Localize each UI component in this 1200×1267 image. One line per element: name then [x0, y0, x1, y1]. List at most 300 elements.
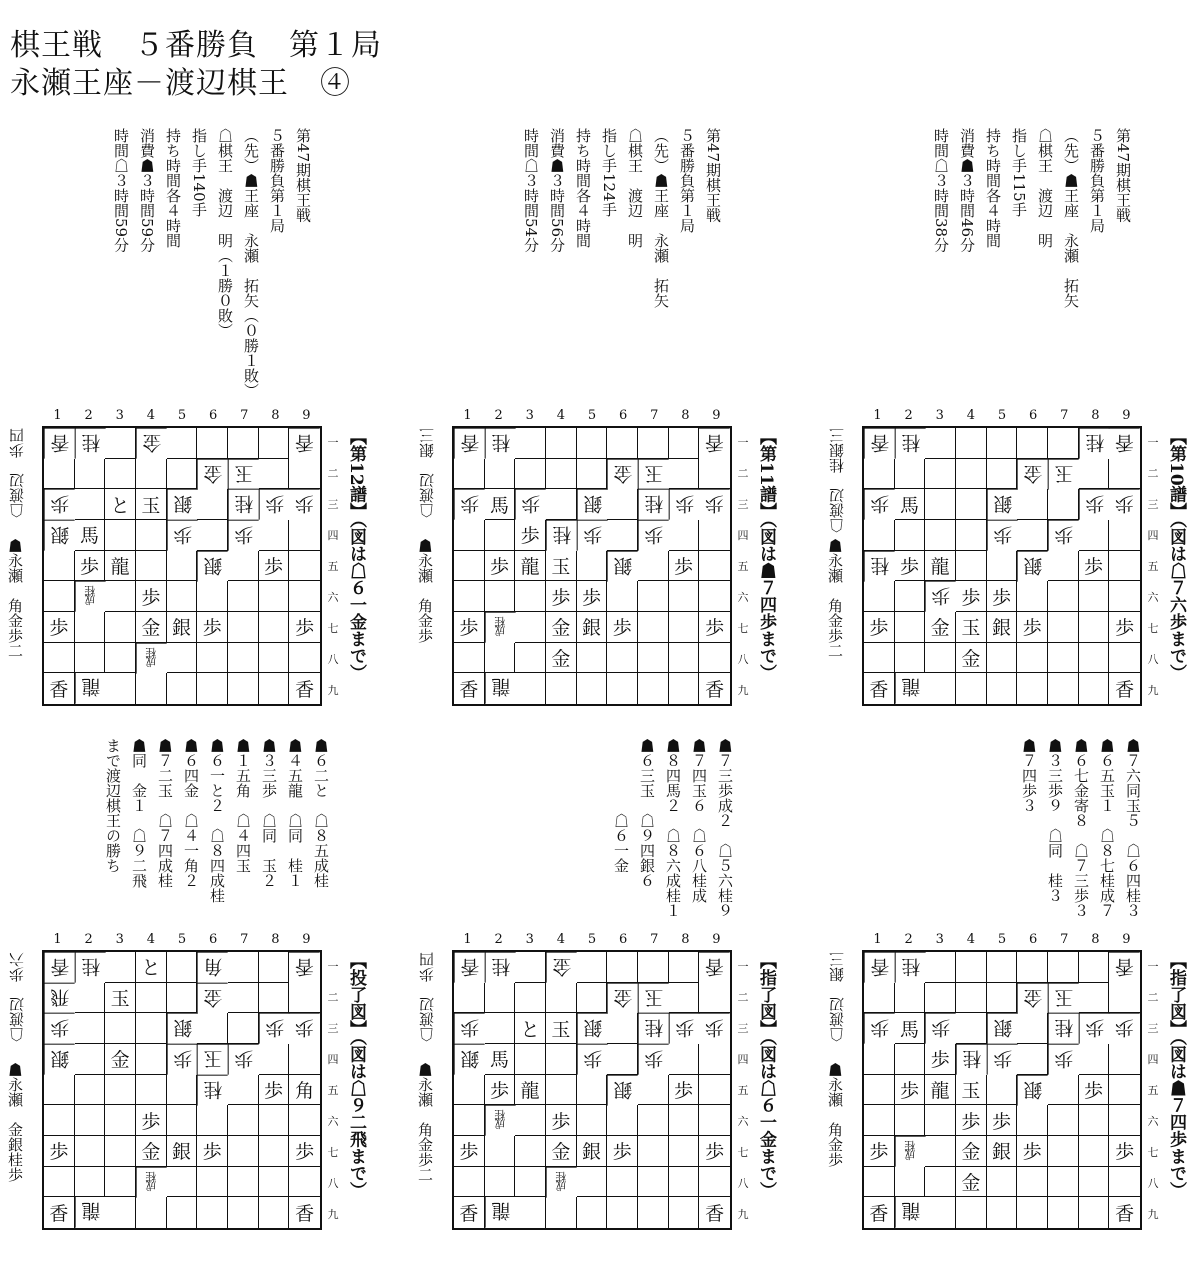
board-square [515, 1136, 546, 1167]
row-numbers [736, 950, 750, 1230]
board-square [638, 952, 669, 983]
board-square: 香 [295, 1203, 315, 1226]
board-square: 金 [607, 983, 638, 1014]
shogi-board [452, 426, 732, 706]
row-number: 七 [1147, 622, 1159, 636]
board-square: 香 [454, 1197, 485, 1228]
board-square [1109, 1105, 1140, 1136]
board-square: 歩 [607, 1136, 638, 1167]
board-square: 歩 [864, 612, 895, 643]
board-square: 歩 [1109, 612, 1140, 643]
board-square [546, 983, 577, 1014]
board-square [895, 1167, 926, 1198]
board-square: 金 [1017, 983, 1048, 1014]
board-square [987, 983, 1018, 1014]
board-square: 銀 [577, 612, 608, 643]
board-square [669, 1167, 700, 1198]
column-number: 6 [618, 932, 628, 947]
row-number: 六 [737, 591, 749, 605]
board-square [167, 428, 198, 459]
column-number: 9 [302, 932, 311, 947]
board-square [228, 612, 259, 643]
board-square [105, 1167, 136, 1198]
board-square [1017, 952, 1048, 983]
board-square [956, 459, 987, 490]
row-number: 一 [327, 959, 339, 973]
board-square [289, 520, 320, 551]
board-square [289, 1105, 320, 1136]
board-square [699, 520, 730, 551]
board-square: 成桂 [546, 1167, 577, 1198]
board-square: 銀 [167, 489, 198, 520]
row-number: 四 [1147, 528, 1159, 542]
board-square: 歩 [546, 1105, 577, 1136]
board-square [925, 1197, 956, 1228]
board-square [197, 1105, 228, 1136]
sente-hand: ☗永瀬 角金歩二 [416, 1062, 434, 1182]
board-square [1079, 983, 1110, 1014]
board-square [1048, 1105, 1079, 1136]
board-square [259, 1167, 290, 1198]
column-number: 2 [494, 932, 503, 947]
board-square [669, 1105, 700, 1136]
board-square [197, 1197, 228, 1228]
board-square: 歩 [895, 1075, 926, 1106]
board-square [669, 612, 700, 643]
row-number: 五 [737, 1083, 749, 1097]
column-number: 5 [177, 932, 187, 947]
board-square: 銀 [987, 1013, 1018, 1044]
column-number: 6 [208, 932, 218, 947]
board-square: 歩 [987, 581, 1018, 612]
page-subtitle: 永瀬王座－渡辺棋王 ④ [10, 66, 351, 101]
row-number: 二 [327, 990, 339, 1004]
board-square [638, 1075, 669, 1106]
board-square: 香 [295, 679, 315, 702]
board-square [607, 489, 638, 520]
board-square [699, 643, 730, 674]
board-square [699, 1075, 730, 1106]
row-number: 九 [1147, 684, 1159, 698]
board-square: 角 [197, 952, 228, 983]
board-square: 玉 [197, 1044, 228, 1075]
column-number: 1 [53, 932, 62, 947]
board-square: 歩 [925, 1013, 956, 1044]
gote-hand: ☖渡辺 歩六 [8, 952, 26, 1042]
column-number: 3 [935, 932, 944, 947]
board-square [925, 983, 956, 1014]
column-number: 5 [587, 932, 597, 947]
sente-hand: ☗永瀬 角金歩 [826, 1062, 844, 1167]
board-square [638, 1167, 669, 1198]
board-square [1079, 643, 1110, 674]
board-square: 銀 [577, 489, 608, 520]
board-square [485, 1136, 516, 1167]
board-square: 成桂 [485, 1105, 516, 1136]
board-square [1109, 459, 1140, 490]
board-square [956, 1013, 987, 1044]
board-square [1109, 551, 1140, 582]
row-number: 六 [327, 591, 339, 605]
row-number: 一 [737, 435, 749, 449]
diagram-caption: 【投了図】（図は☖９二飛まで） [346, 952, 366, 1199]
row-number: 四 [737, 528, 749, 542]
board-square [925, 520, 956, 551]
board-square: 銀 [1017, 1075, 1048, 1106]
board-square [925, 952, 956, 983]
board-square [1048, 581, 1079, 612]
board-square [1048, 551, 1079, 582]
board-square [75, 612, 106, 643]
board-square: 銀 [577, 1013, 608, 1044]
row-number: 二 [1147, 990, 1159, 1004]
row-numbers [326, 950, 340, 1230]
board-square [546, 673, 577, 704]
board-square [75, 459, 106, 490]
column-number: 2 [904, 932, 913, 947]
board-square [75, 1013, 106, 1044]
column-number: 5 [997, 408, 1007, 423]
row-number: 二 [737, 990, 749, 1004]
board-square [895, 520, 926, 551]
board-square [197, 673, 228, 704]
board-square [638, 643, 669, 674]
board-square: 龍 [105, 551, 136, 582]
board-square: 龍 [515, 551, 546, 582]
board-square: 歩 [546, 581, 577, 612]
row-numbers [326, 426, 340, 706]
row-numbers [1146, 950, 1160, 1230]
board-square [1017, 1167, 1048, 1198]
row-number: 六 [327, 1115, 339, 1129]
board-square [44, 1167, 75, 1198]
board-square: 金 [105, 1044, 136, 1075]
board-square: 角 [289, 1075, 320, 1106]
board-square [864, 520, 895, 551]
board-square: 歩 [638, 1044, 669, 1075]
board-square [259, 1197, 290, 1228]
board-square: 金 [197, 983, 228, 1014]
board-square [105, 673, 136, 704]
board-square [577, 551, 608, 582]
board-square: 銀 [987, 612, 1018, 643]
column-number: 4 [146, 408, 156, 423]
board-square: 香 [864, 952, 895, 983]
board-square: 桂 [1079, 428, 1110, 459]
board-square: 龍 [895, 673, 926, 704]
board-square [546, 1044, 577, 1075]
board-square [167, 581, 198, 612]
board-square [515, 952, 546, 983]
board-square [167, 952, 198, 983]
board-square [669, 520, 700, 551]
board-square: 銀 [167, 612, 198, 643]
board-square: 香 [454, 428, 485, 459]
board-square [1109, 1167, 1140, 1198]
board-square: と [515, 1013, 546, 1044]
board-square: 桂 [1048, 1013, 1079, 1044]
board-square: 歩 [454, 489, 485, 520]
board-square [44, 581, 75, 612]
board-square: 玉 [136, 489, 167, 520]
board-square [956, 1197, 987, 1228]
board-square [638, 428, 669, 459]
sente-hand: ☗永瀬 角金歩 [416, 538, 434, 643]
board-square [167, 983, 198, 1014]
board-square: 歩 [228, 1044, 259, 1075]
column-number: 7 [1060, 932, 1069, 947]
board-square [1079, 952, 1110, 983]
column-number: 6 [1028, 932, 1038, 947]
board-square [669, 952, 700, 983]
board-square [987, 459, 1018, 490]
board-square: 玉 [638, 983, 669, 1014]
row-number: 一 [1147, 959, 1159, 973]
column-number: 5 [177, 408, 187, 423]
board-square: と [136, 952, 167, 983]
board-square [485, 581, 516, 612]
row-number: 七 [327, 1146, 339, 1160]
board-square: 歩 [1048, 1044, 1079, 1075]
board-square [454, 643, 485, 674]
board-square [925, 673, 956, 704]
board-square [1017, 489, 1048, 520]
board-square: 歩 [259, 1075, 290, 1106]
row-number: 二 [737, 466, 749, 480]
board-square [105, 428, 136, 459]
board-square [669, 673, 700, 704]
board-square [638, 1105, 669, 1136]
board-square [669, 643, 700, 674]
board-square [925, 489, 956, 520]
row-number: 七 [1147, 1146, 1159, 1160]
board-square [485, 459, 516, 490]
board-square [44, 643, 75, 674]
column-number: 8 [271, 932, 280, 947]
board-square [669, 459, 700, 490]
board-square [228, 1075, 259, 1106]
board-square: 金 [546, 643, 577, 674]
board-square: 歩 [1017, 612, 1048, 643]
column-number: 1 [53, 408, 62, 423]
board-square [956, 428, 987, 459]
board-square: 歩 [925, 581, 956, 612]
board-square: 歩 [1048, 520, 1079, 551]
board-square: 香 [44, 952, 75, 983]
row-number: 四 [327, 528, 339, 542]
board-square: 香 [289, 952, 320, 983]
board-square: 金 [1017, 459, 1048, 490]
board-square [259, 1136, 290, 1167]
board-square [485, 1167, 516, 1198]
board-square: 香 [864, 673, 895, 704]
board-square [895, 1044, 926, 1075]
board-square [515, 612, 546, 643]
board-square: 玉 [546, 1013, 577, 1044]
board-square: 桂 [956, 1044, 987, 1075]
board-square: 歩 [956, 581, 987, 612]
board-square [1048, 952, 1079, 983]
board-square [259, 643, 290, 674]
row-number: 三 [1147, 497, 1159, 511]
board-square: 歩 [669, 489, 700, 520]
diagram-caption: 【第10譜】（図は☖７六歩まで） [1166, 428, 1186, 682]
board-square [105, 643, 136, 674]
board-square: 金 [136, 428, 167, 459]
board-square: 桂 [197, 1075, 228, 1106]
column-number: 4 [556, 408, 566, 423]
board-square [987, 1075, 1018, 1106]
board-square: 銀 [987, 489, 1018, 520]
sente-hand: ☗永瀬 金銀桂歩 [6, 1062, 24, 1182]
board-square [1017, 1044, 1048, 1075]
column-number: 9 [712, 408, 721, 423]
board-square: 歩 [197, 612, 228, 643]
board-square [454, 581, 485, 612]
board-square: 桂 [895, 428, 926, 459]
board-square [699, 551, 730, 582]
row-number: 四 [737, 1052, 749, 1066]
board-square: 香 [705, 1203, 725, 1226]
column-number: 6 [618, 408, 628, 423]
row-number: 七 [737, 1146, 749, 1160]
board-square: 歩 [1079, 489, 1110, 520]
row-number: 八 [1147, 1177, 1159, 1191]
board-square [1048, 612, 1079, 643]
board-square [607, 643, 638, 674]
board-square: 金 [197, 459, 228, 490]
board-square [607, 1197, 638, 1228]
row-number: 五 [737, 559, 749, 573]
board-square [289, 551, 320, 582]
board-square [1017, 1013, 1048, 1044]
row-number: 九 [1147, 1208, 1159, 1222]
move-list-2: ☗７三歩成２ ☖５六桂９ ☗７四玉６ ☖６八桂成 ☗８四馬２ ☖８六成桂１ ☗６三玉 ☖９四銀６ ☖６一金 [612, 738, 734, 918]
board-square [105, 1136, 136, 1167]
board-square: 龍 [515, 1075, 546, 1106]
column-number: 1 [873, 932, 882, 947]
board-square: 成桂 [75, 581, 106, 612]
board-square [607, 952, 638, 983]
board-square: 飛 [44, 983, 75, 1014]
board-square [1048, 1197, 1079, 1228]
board-square [607, 1105, 638, 1136]
board-square [515, 459, 546, 490]
board-square: 香 [289, 428, 320, 459]
board-square: 歩 [925, 1044, 956, 1075]
board-square [1109, 581, 1140, 612]
board-square: 金 [956, 1136, 987, 1167]
column-number: 3 [115, 408, 124, 423]
board-square [136, 1075, 167, 1106]
board-square [44, 1075, 75, 1106]
board-square: 銀 [44, 520, 75, 551]
column-number: 7 [240, 932, 249, 947]
column-number: 3 [525, 932, 534, 947]
board-square: 香 [44, 428, 75, 459]
board-square [105, 1075, 136, 1106]
board-square [925, 1136, 956, 1167]
board-square [987, 1197, 1018, 1228]
column-number: 1 [873, 408, 882, 423]
board-square [669, 581, 700, 612]
board-square: 銀 [167, 1136, 198, 1167]
board-square: 玉 [1048, 983, 1079, 1014]
column-number: 3 [525, 408, 534, 423]
board-square [925, 643, 956, 674]
board-square: 玉 [956, 612, 987, 643]
row-number: 九 [737, 1208, 749, 1222]
board-square [1017, 581, 1048, 612]
row-number: 八 [1147, 653, 1159, 667]
board-square [136, 673, 167, 704]
board-square [75, 1044, 106, 1075]
board-square [289, 459, 320, 490]
shogi-diagram [0, 408, 366, 743]
board-square [607, 1167, 638, 1198]
board-square [925, 1167, 956, 1198]
diagram-caption: 【指了図】（図は☗７四歩まで） [1166, 952, 1186, 1199]
board-square: 龍 [895, 1197, 926, 1228]
board-square [485, 983, 516, 1014]
row-number: 八 [737, 653, 749, 667]
game-info-3: 第47期棋王戦 ５番勝負第１局 （先）☗王座 永瀬 拓矢 ☖棋王 渡辺 明 指し手115手 持ち時間各４時間 消費☗３時間46分 時間☖３時間38分 [932, 128, 1132, 308]
board-square: 金 [136, 1136, 167, 1167]
board-square [515, 673, 546, 704]
board-square [454, 551, 485, 582]
board-square: 歩 [289, 612, 320, 643]
board-square: 歩 [895, 551, 926, 582]
row-number: 二 [1147, 466, 1159, 480]
board-square [864, 1044, 895, 1075]
gote-hand: ☖渡辺 銀三 [418, 428, 436, 518]
game-info-2: 第47期棋王戦 ５番勝負第１局 （先）☗王座 永瀬 拓矢 ☖棋王 渡辺 明 指し手124手 持ち時間各４時間 消費☗３時間56分 時間☖３時間54分 [522, 128, 722, 308]
board-square [515, 1197, 546, 1228]
board-square [1048, 673, 1079, 704]
board-square: 歩 [987, 520, 1018, 551]
column-number: 6 [208, 408, 218, 423]
board-square: 桂 [228, 489, 259, 520]
shogi-diagram [410, 932, 776, 1267]
board-square [1109, 1044, 1140, 1075]
board-square [454, 1075, 485, 1106]
board-square: 歩 [485, 551, 516, 582]
board-square [228, 551, 259, 582]
board-square [607, 1044, 638, 1075]
board-square [197, 581, 228, 612]
board-square [1048, 489, 1079, 520]
shogi-board [42, 950, 322, 1230]
board-square: 玉 [1048, 459, 1079, 490]
sente-hand: ☗永瀬 角金歩二 [826, 538, 844, 658]
board-square [167, 459, 198, 490]
board-square [197, 428, 228, 459]
board-square: 香 [864, 1197, 895, 1228]
board-square: 金 [607, 459, 638, 490]
board-square [454, 520, 485, 551]
column-numbers [452, 408, 732, 424]
board-square: 歩 [44, 1013, 75, 1044]
board-square: 玉 [956, 1075, 987, 1106]
board-square: 銀 [1017, 551, 1048, 582]
board-square [259, 1105, 290, 1136]
board-square: 歩 [289, 489, 320, 520]
board-square [167, 1167, 198, 1198]
row-number: 九 [737, 684, 749, 698]
board-square: 歩 [259, 551, 290, 582]
board-square [1079, 581, 1110, 612]
board-square [136, 983, 167, 1014]
